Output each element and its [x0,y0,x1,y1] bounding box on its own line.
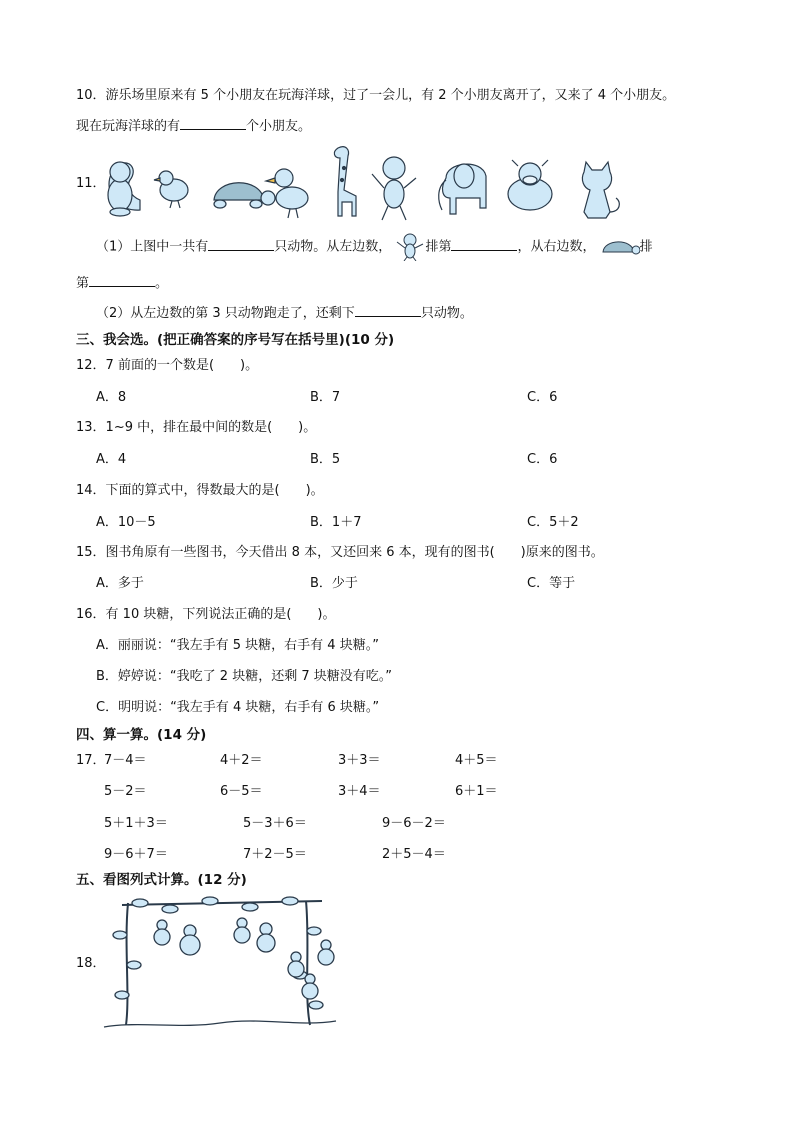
q15-stem: 15．图书角原有一些图书，今天借出 8 本，又还回来 6 本，现有的图书( )原来的图书。 [76,545,604,560]
turtle-icon [214,183,275,208]
q17-expr: 5＋1＋3＝ [104,816,168,831]
q11-monkey-position-blank[interactable] [451,238,517,251]
gourd-icon [234,918,250,943]
q11-p2-text-b: 只动物。 [420,306,473,321]
q17-expr: 6－5＝ [220,784,263,799]
q10-line2 [76,115,311,134]
q18-number: 18． [76,956,106,971]
q14-option-a[interactable]: A．10－5 [96,515,156,530]
q11-p1-text-a: （1）上图中一共有 [96,239,209,255]
q12-option-c[interactable]: C．6 [527,390,558,405]
q13-stem: 13．1~9 中，排在最中间的数是( )。 [76,420,317,435]
q17-expr: 3＋3＝ [338,753,381,768]
q17-expr: 5－3＋6＝ [243,816,307,831]
section4-title: 四、算一算。(14 分) [76,727,207,743]
q12-option-a[interactable]: A．8 [96,390,127,405]
q17-number: 17． [76,753,106,768]
gourd-icon [180,925,200,955]
q17-expr: 4＋5＝ [455,753,498,768]
section3-title: 三、我会选。(把正确答案的序号写在括号里)(10 分) [76,332,395,348]
q13-option-a[interactable]: A．4 [96,452,127,467]
section5-title: 五、看图列式计算。(12 分) [76,872,247,888]
q10-answer-blank[interactable] [180,117,246,130]
monkey-icon [372,157,416,220]
q11-number: 11． [76,176,106,191]
q17-expr: 2＋5－4＝ [382,847,446,862]
q17-expr: 7＋2－5＝ [243,847,307,862]
turtle-icon [600,236,640,258]
q17-expr: 3＋4＝ [338,784,381,799]
gourd-icon [318,940,334,965]
q11-part2 [96,302,473,321]
squirrel-icon [108,162,140,216]
q17-expr: 6＋1＝ [455,784,498,799]
q11-p1-text-b: 只动物。从左边数， [274,239,392,255]
q12-option-b[interactable]: B．7 [310,390,341,405]
gourd-icon [154,920,170,945]
q16-option-a[interactable]: A．丽丽说：“我左手有 5 块糖，右手有 4 块糖。” [96,638,379,653]
gourd-trellis-illustration [100,895,340,1035]
monkey-icon [395,233,425,261]
cow-icon [508,160,552,210]
q11-remaining-blank[interactable] [355,304,421,317]
q17-expr: 4＋2＝ [220,753,263,768]
gourd-icon [257,923,275,952]
q11-part1-line1 [96,233,653,261]
q17-expr: 5－2＝ [104,784,147,799]
q11-p1-text-e: 排 [639,239,653,255]
q10-line1: 10．游乐场里原来有 5 个小朋友在玩海洋球，过了一会儿，有 2 个小朋友离开了，又来了 4 个小朋友。 [76,88,676,103]
elephant-icon [439,164,486,214]
q17-expr: 9－6－2＝ [382,816,446,831]
q13-option-c[interactable]: C．6 [527,452,558,467]
q17-expr: 7－4＝ [104,753,147,768]
q11-p2-text-a: （2）从左边数的第 3 只动物跑走了，还剩下 [96,306,355,321]
q14-option-c[interactable]: C．5＋2 [527,515,579,530]
chick-icon [154,171,188,208]
q15-option-a[interactable]: A．多于 [96,576,144,591]
q12-stem: 12．7 前面的一个数是( )。 [76,358,259,373]
gourd-icon [288,952,304,977]
q11-turtle-position-blank[interactable] [89,274,155,287]
animals-row-illustration [100,140,640,222]
q11-p1-text-g: 。 [155,276,169,291]
q11-p1-text-f: 第 [76,276,90,291]
cat-icon [582,162,619,218]
q15-option-c[interactable]: C．等于 [527,576,576,591]
q10-text-post: 个小朋友。 [246,119,312,134]
q14-option-b[interactable]: B．1＋7 [310,515,362,530]
q14-stem: 14．下面的算式中，得数最大的是( )。 [76,483,324,498]
q16-option-b[interactable]: B．婷婷说：“我吃了 2 块糖，还剩 7 块糖没有吃。” [96,669,392,684]
q16-option-c[interactable]: C．明明说：“我左手有 4 块糖，右手有 6 块糖。” [96,700,380,715]
q11-part1-line2 [76,272,168,291]
q15-option-b[interactable]: B．少于 [310,576,358,591]
q11-p1-text-d: ，从右边数， [517,239,596,255]
q11-total-blank[interactable] [208,238,274,251]
giraffe-icon [334,147,356,216]
q10-text-pre: 现在玩海洋球的有 [76,119,181,134]
q16-stem: 16．有 10 块糖，下列说法正确的是( )。 [76,607,336,622]
q17-expr: 9－6＋7＝ [104,847,168,862]
q13-option-b[interactable]: B．5 [310,452,341,467]
q11-p1-text-c: 排第 [425,239,452,255]
